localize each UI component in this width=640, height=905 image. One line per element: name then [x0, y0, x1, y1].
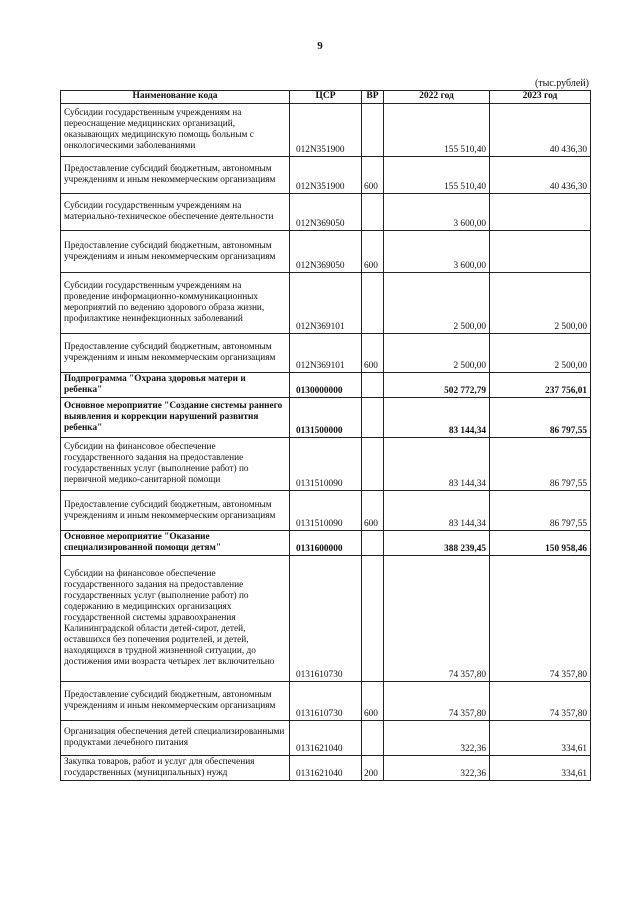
header-2023: 2023 год — [490, 91, 591, 104]
cell-vr — [362, 373, 384, 398]
cell-csr: 012N369101 — [290, 334, 362, 373]
cell-2022: 2 500,00 — [384, 334, 490, 373]
table-row — [61, 157, 591, 194]
cell-vr — [362, 438, 384, 491]
table-row — [61, 104, 591, 157]
header-2022: 2022 год — [384, 91, 490, 104]
cell-name: Закупка товаров, работ и услуг для обеспечения государственных (муниципальных) нужд — [61, 756, 290, 781]
cell-2022: 83 144,34 — [384, 438, 490, 491]
cell-vr — [362, 531, 384, 556]
cell-name: Субсидии государственным учреждениям на переоснащение медицинских организаций, оказывающих медицинскую помощь больным с онкологическими заболеваниями — [61, 104, 290, 157]
cell-vr: 600 — [362, 682, 384, 721]
cell-csr: 012N369101 — [290, 273, 362, 334]
cell-csr: 0131500000 — [290, 398, 362, 438]
table-row — [61, 194, 591, 231]
cell-2022: 83 144,34 — [384, 491, 490, 531]
table-row — [61, 273, 591, 334]
cell-2023 — [490, 194, 591, 231]
cell-csr: 012N351900 — [290, 157, 362, 194]
cell-name: Предоставление субсидий бюджетным, автономным учреждениям и иным некоммерческим организациям — [61, 157, 290, 194]
cell-name: Предоставление субсидий бюджетным, автономным учреждениям и иным некоммерческим организациям — [61, 231, 290, 273]
table-row — [61, 756, 591, 781]
cell-2022: 3 600,00 — [384, 231, 490, 273]
cell-vr: 600 — [362, 231, 384, 273]
cell-csr: 0131610730 — [290, 556, 362, 682]
cell-2023: 2 500,00 — [490, 273, 591, 334]
cell-2023: 334,61 — [490, 756, 591, 781]
cell-vr — [362, 194, 384, 231]
cell-2022: 388 239,45 — [384, 531, 490, 556]
cell-csr: 0131621040 — [290, 756, 362, 781]
cell-vr: 600 — [362, 491, 384, 531]
cell-2022: 322,36 — [384, 721, 490, 756]
cell-csr: 012N369050 — [290, 231, 362, 273]
cell-2023: 74 357,80 — [490, 682, 591, 721]
cell-csr: 0131621040 — [290, 721, 362, 756]
table-row — [61, 438, 591, 491]
cell-name: Подпрограмма "Охрана здоровья матери и ребенка" — [61, 373, 290, 398]
cell-2023: 2 500,00 — [490, 334, 591, 373]
cell-2023: 40 436,30 — [490, 157, 591, 194]
table-row — [61, 556, 591, 682]
cell-2022: 74 357,80 — [384, 682, 490, 721]
cell-2023: 40 436,30 — [490, 104, 591, 157]
cell-2022: 322,36 — [384, 756, 490, 781]
cell-2023 — [490, 231, 591, 273]
cell-2022: 2 500,00 — [384, 273, 490, 334]
cell-2023: 150 958,46 — [490, 531, 591, 556]
cell-name: Субсидии государственным учреждениям на материально-техническое обеспечение деятельности — [61, 194, 290, 231]
table-body — [61, 104, 591, 781]
cell-vr — [362, 273, 384, 334]
cell-2022: 502 772,79 — [384, 373, 490, 398]
cell-name: Предоставление субсидий бюджетным, автономным учреждениям и иным некоммерческим организациям — [61, 334, 290, 373]
cell-2023: 86 797,55 — [490, 491, 591, 531]
table-row — [61, 231, 591, 273]
table-row — [61, 334, 591, 373]
cell-name: Субсидии на финансовое обеспечение государственного задания на предоставление государственных услуг (выполнение работ) по первичной медико-санитарной помощи — [61, 438, 290, 491]
cell-name: Основное мероприятие "Оказание специализированной помощи детям" — [61, 531, 290, 556]
cell-name: Субсидии государственным учреждениям на проведение информационно-коммуникационных мероприятий по ведению здорового образа жизни, профилактике неинфекционных заболеваний — [61, 273, 290, 334]
cell-name: Субсидии на финансовое обеспечение государственного задания на предоставление государственных услуг (выполнение работ) по содержанию в медицинских организациях государственной системы здравоохранения Калининградской области детей-сирот, детей, оставшихся без попечения родителей, и детей, находящихся в трудной жизненной ситуации, до достижения ими возраста четырех лет включительно — [61, 556, 290, 682]
table-row — [61, 721, 591, 756]
cell-2022: 83 144,34 — [384, 398, 490, 438]
cell-name: Организация обеспечения детей специализированными продуктами лечебного питания — [61, 721, 290, 756]
table-row — [61, 373, 591, 398]
cell-2023: 237 756,01 — [490, 373, 591, 398]
header-name: Наименование кода — [61, 91, 290, 104]
header-csr: ЦСР — [290, 91, 362, 104]
cell-vr: 600 — [362, 157, 384, 194]
cell-name: Предоставление субсидий бюджетным, автономным учреждениям и иным некоммерческим организациям — [61, 491, 290, 531]
cell-csr: 012N369050 — [290, 194, 362, 231]
cell-2022: 155 510,40 — [384, 104, 490, 157]
cell-2023: 334,61 — [490, 721, 591, 756]
cell-2022: 155 510,40 — [384, 157, 490, 194]
cell-2023: 74 357,80 — [490, 556, 591, 682]
units-label: (тыс.рублей) — [534, 78, 589, 89]
cell-csr: 0130000000 — [290, 373, 362, 398]
cell-vr — [362, 721, 384, 756]
cell-vr — [362, 556, 384, 682]
table-row — [61, 491, 591, 531]
cell-vr: 200 — [362, 756, 384, 781]
cell-csr: 012N351900 — [290, 104, 362, 157]
table-row — [61, 398, 591, 438]
table-row — [61, 531, 591, 556]
cell-csr: 0131610730 — [290, 682, 362, 721]
page-number: 9 — [317, 40, 323, 52]
table-row — [61, 682, 591, 721]
table-header-row — [61, 91, 591, 104]
budget-table — [60, 90, 591, 781]
cell-2022: 3 600,00 — [384, 194, 490, 231]
cell-2023: 86 797,55 — [490, 398, 591, 438]
cell-name: Основное мероприятие "Создание системы раннего выявления и коррекции нарушений развития ребенка" — [61, 398, 290, 438]
cell-csr: 0131510090 — [290, 491, 362, 531]
cell-vr — [362, 104, 384, 157]
cell-csr: 0131600000 — [290, 531, 362, 556]
cell-vr: 600 — [362, 334, 384, 373]
header-vr: ВР — [362, 91, 384, 104]
cell-2022: 74 357,80 — [384, 556, 490, 682]
cell-2023: 86 797,55 — [490, 438, 591, 491]
cell-name: Предоставление субсидий бюджетным, автономным учреждениям и иным некоммерческим организациям — [61, 682, 290, 721]
cell-vr — [362, 398, 384, 438]
cell-csr: 0131510090 — [290, 438, 362, 491]
